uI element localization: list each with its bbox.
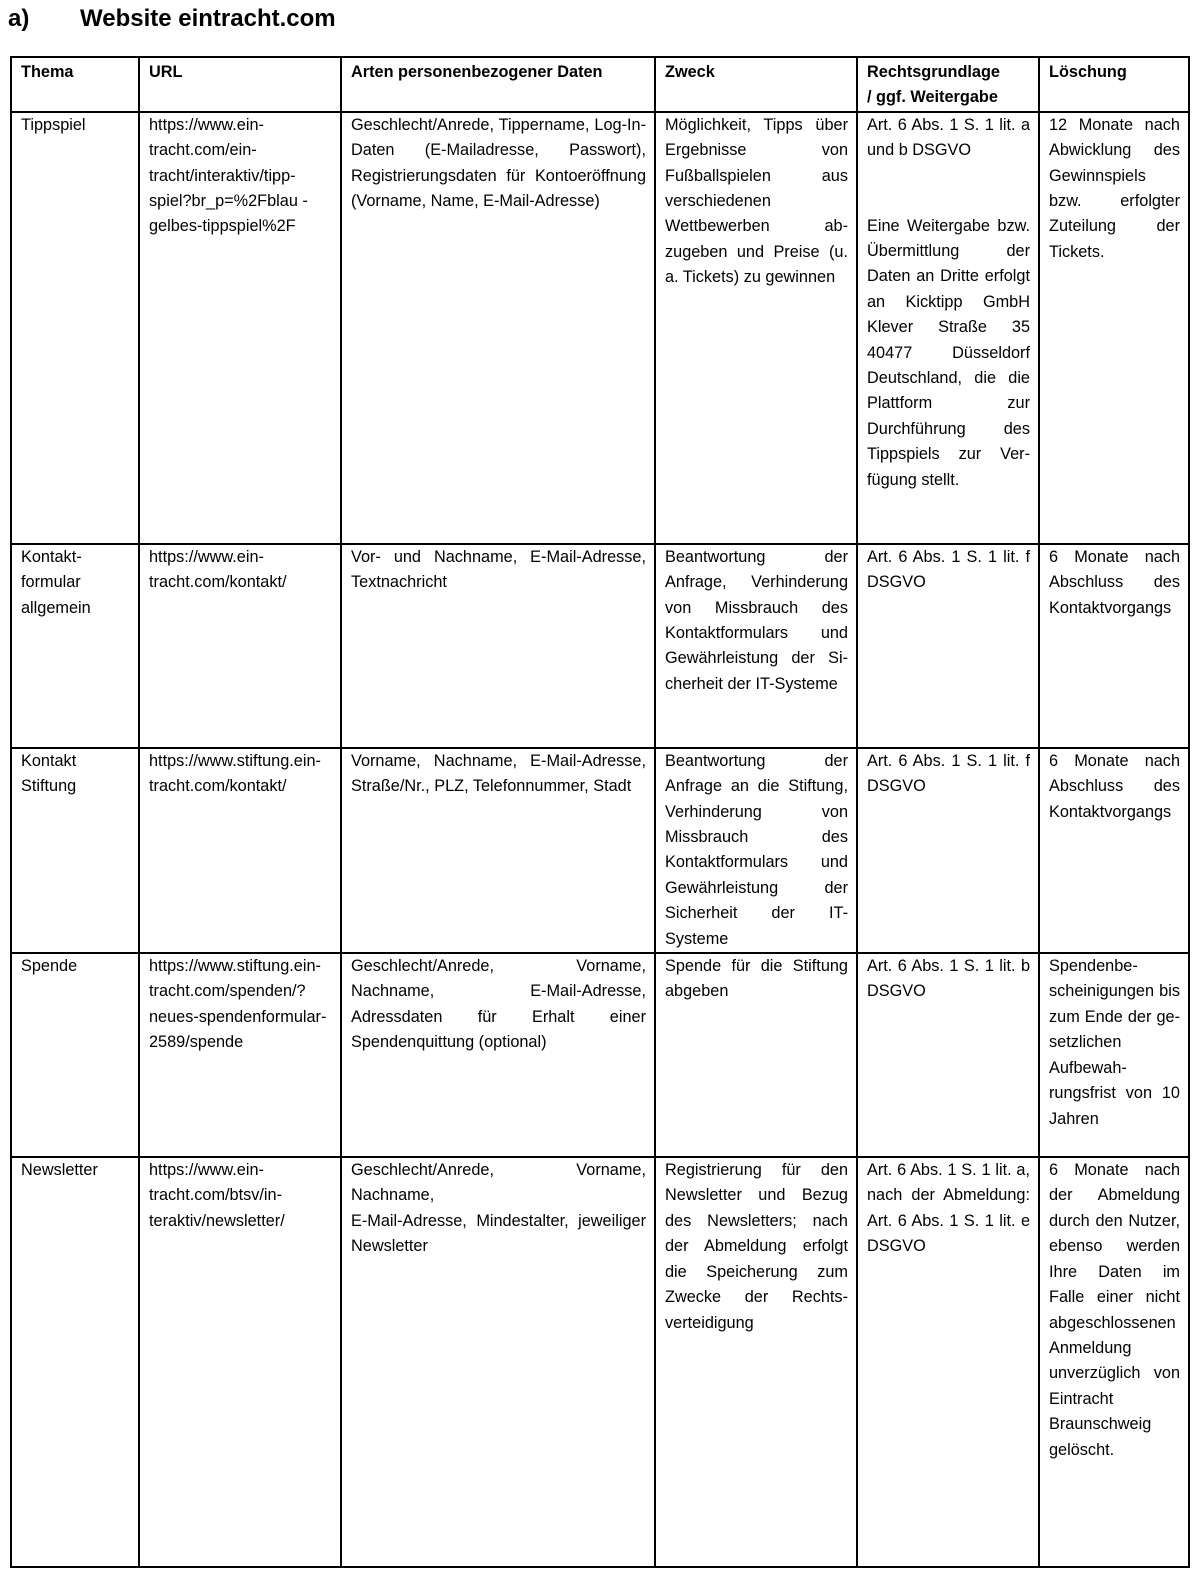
cell-daten: Vor- und Nachname, E-Mail-Adresse, Textnachricht (341, 544, 655, 748)
cell-thema: Spende (11, 953, 139, 1157)
cell-loeschung: 6 Monate nach der Abmeldung durch den Nutzer, ebenso werden Ihre Daten im Falle einer nicht abgeschlossenen Anmeldung unverzüglich von Eintracht Braunschweig gelöscht. (1039, 1157, 1189, 1567)
cell-daten: Geschlecht/Anrede, Tippername, Log-In-Daten (E-Mailadresse, Passwort), Registrierungsdaten für Kontoeröffnung (Vorname, Name, E-Mail-Adresse) (341, 112, 655, 544)
header-daten: Arten personenbezogener Daten (341, 57, 655, 112)
header-zweck: Zweck (655, 57, 857, 112)
table-row (11, 748, 1189, 953)
table-row (11, 112, 1189, 544)
table-row (11, 1157, 1189, 1567)
cell-rechtsgrundlage: Art. 6 Abs. 1 S. 1 lit. f DSGVO (857, 748, 1039, 953)
cell-rechtsgrundlage (857, 112, 1039, 544)
cell-thema: Kontaktformular allgemein (11, 544, 139, 748)
header-rechtsgrundlage (857, 57, 1039, 112)
data-processing-table (10, 56, 1190, 1568)
cell-loeschung: 6 Monate nach Abschluss des Kontaktvorgangs (1039, 748, 1189, 953)
header-url: URL (139, 57, 341, 112)
cell-zweck: Registrierung für den Newsletter und Bezug des Newsletters; nach der Abmeldung erfolgt die Speicherung zum Zwecke der Rechtsverteidigung (655, 1157, 857, 1567)
table-row (11, 953, 1189, 1157)
cell-thema: Tippspiel (11, 112, 139, 544)
cell-loeschung: 6 Monate nach Abschluss des Kontaktvorgangs (1039, 544, 1189, 748)
section-heading (8, 2, 336, 36)
daten-text-line1: Geschlecht/Anrede, Vorname, Nachname, (351, 1161, 646, 1205)
daten-text-line2: E-Mail-Adresse, Mindestalter, jeweiliger Newsletter (351, 1211, 646, 1256)
cell-zweck: Möglichkeit, Tipps über Ergebnisse von Fußballspielen aus verschiedenen Wettbewerben abzugeben und Preise (u. a. Tickets) zu gewinnen (655, 112, 857, 544)
table-row (11, 544, 1189, 748)
cell-url: https://www.stiftung.eintracht.com/kontakt/ (139, 748, 341, 953)
cell-rechtsgrundlage: Art. 6 Abs. 1 S. 1 lit. a, nach der Abmeldung: Art. 6 Abs. 1 S. 1 lit. e DSGVO (857, 1157, 1039, 1567)
header-rechtsgrundlage-line1: Rechtsgrundlage (867, 63, 1000, 81)
cell-zweck: Beantwortung der Anfrage, Verhinderung von Missbrauch des Kontaktformulars und Gewährleistung der Sicherheit der IT-Systeme (655, 544, 857, 748)
cell-daten: Vorname, Nachname, E-Mail-Adresse, Straße/Nr., PLZ, Telefonnummer, Stadt (341, 748, 655, 953)
cell-loeschung: 12 Monate nach Abwicklung des Gewinnspiels bzw. erfolgter Zuteilung der Tickets. (1039, 112, 1189, 544)
header-rechtsgrundlage-line2: / ggf. Weitergabe (867, 88, 998, 107)
section-title: Website eintracht.com (80, 5, 336, 32)
table-header-row (11, 57, 1189, 112)
header-thema: Thema (11, 57, 139, 112)
cell-url: https://www.eintracht.com/kontakt/ (139, 544, 341, 748)
cell-url: https://www.stiftung.eintracht.com/spenden/?neues-spendenformular-2589/spende (139, 953, 341, 1157)
cell-url: https://www.eintracht.com/eintracht/interaktiv/tippspiel?br_p=%2Fblau -gelbes-tippspiel%2F (139, 112, 341, 544)
cell-zweck: Beantwortung der Anfrage an die Stiftung, Verhinderung von Missbrauch des Kontaktformulars und Gewährleistung der Sicherheit der IT-Systeme (655, 748, 857, 953)
cell-rechtsgrundlage: Art. 6 Abs. 1 S. 1 lit. b DSGVO (857, 953, 1039, 1157)
cell-thema: Kontakt Stiftung (11, 748, 139, 953)
header-loeschung: Löschung (1039, 57, 1189, 112)
paragraph-gap (867, 164, 1030, 214)
cell-daten: Geschlecht/Anrede, Vorname, Nachname, E-Mail-Adresse, Adressdaten für Erhalt einer Spendenquittung (optional) (341, 953, 655, 1157)
cell-daten (341, 1157, 655, 1567)
rechtsgrundlage-text: Art. 6 Abs. 1 S. 1 lit. a und b DSGVO (867, 115, 1030, 160)
cell-url: https://www.eintracht.com/btsv/interaktiv/newsletter/ (139, 1157, 341, 1567)
section-number: a) (8, 5, 30, 32)
cell-zweck: Spende für die Stiftung abgeben (655, 953, 857, 1157)
cell-rechtsgrundlage: Art. 6 Abs. 1 S. 1 lit. f DSGVO (857, 544, 1039, 748)
cell-thema: Newsletter (11, 1157, 139, 1567)
weitergabe-text: Eine Weitergabe bzw. Übermittlung der Daten an Dritte erfolgt an Kicktipp GmbH Klever Straße 35 40477 Düsseldorf Deutschland, die die Plattform zur Durchführung des Tippspiels zur Verfügung stellt. (867, 216, 1030, 489)
cell-loeschung: Spendenbescheinigungen bis zum Ende der gesetzlichen Aufbewahrungsfrist von 10 Jahren (1039, 953, 1189, 1157)
